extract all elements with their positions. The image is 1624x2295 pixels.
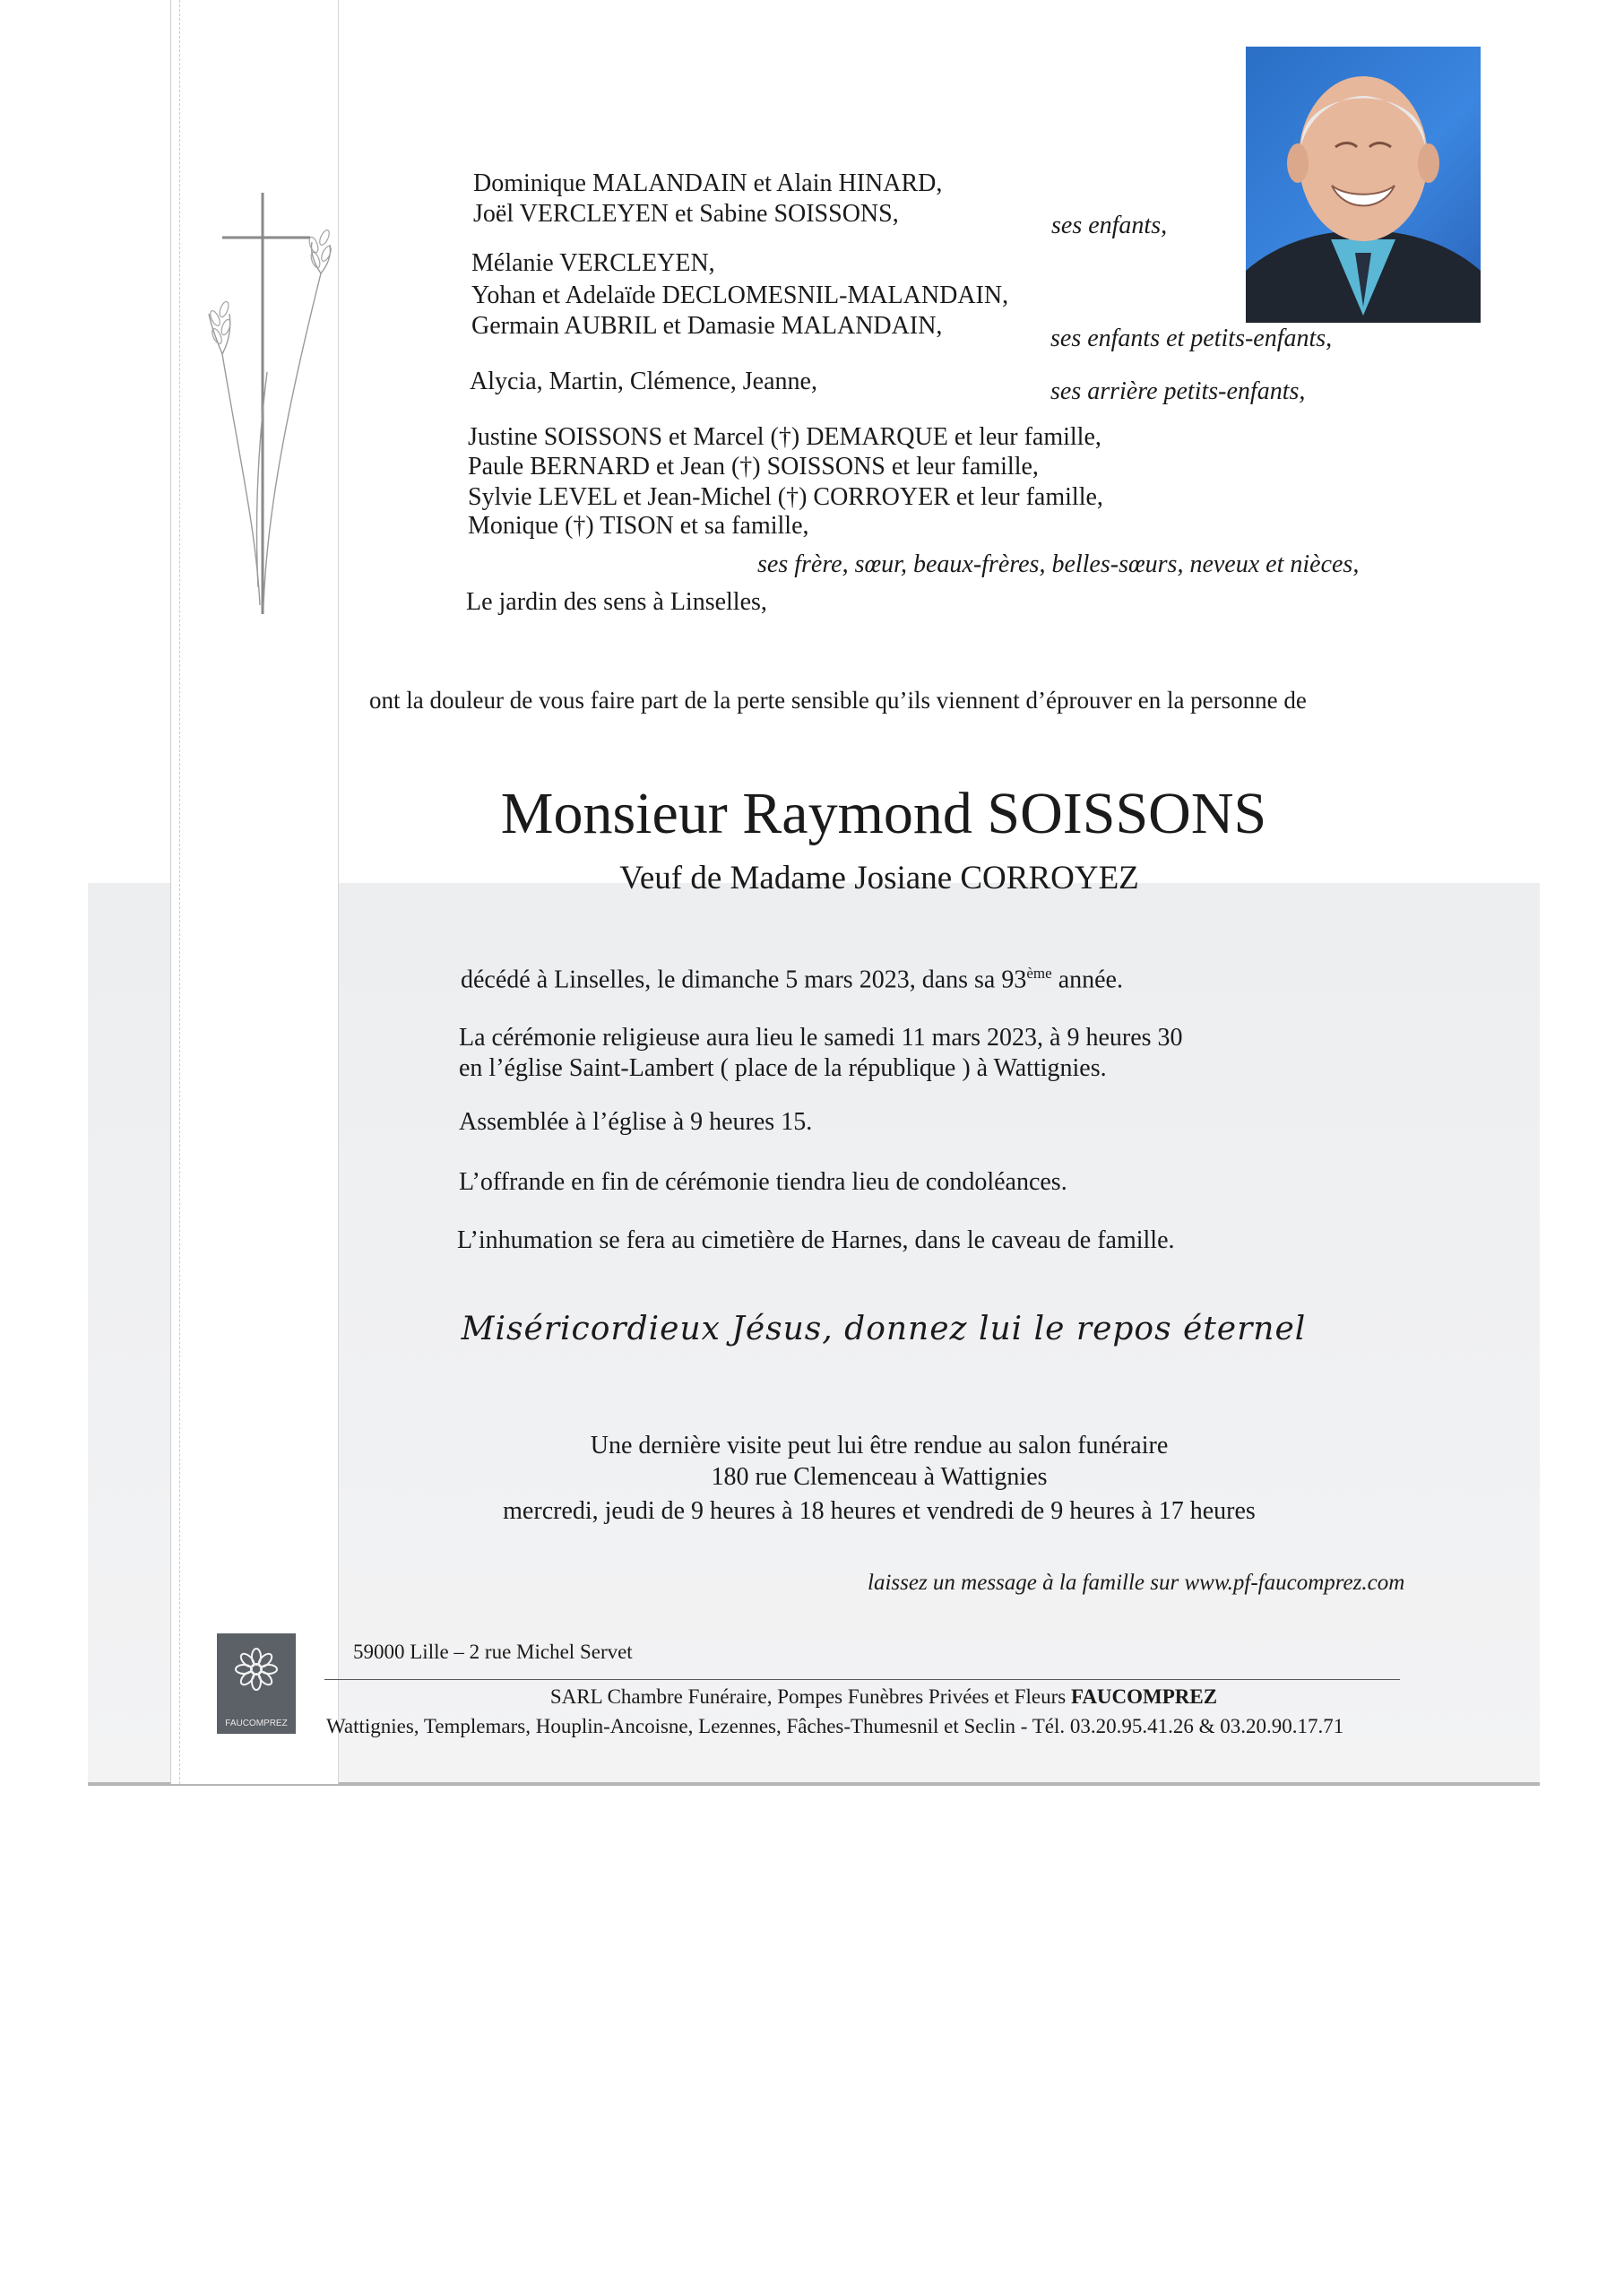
family-line: Justine SOISSONS et Marcel (†) DEMARQUE et leur famille, [468, 423, 1101, 451]
ceremony-location: en l’église Saint-Lambert ( place de la république ) à Wattignies. [459, 1054, 1107, 1082]
family-line: Germain AUBRIL et Damasie MALANDAIN, [471, 312, 943, 340]
ceremony-line: La cérémonie religieuse aura lieu le samedi 11 mars 2023, à 9 heures 30 [459, 1024, 1183, 1052]
assembly-line: Assemblée à l’église à 9 heures 15. [459, 1108, 813, 1136]
widower-line: Veuf de Madame Josiane CORROYEZ [619, 860, 1139, 896]
relation-label: ses frère, sœur, beaux-frères, belles-sœurs, neveux et nièces, [757, 550, 1360, 578]
relation-label: ses enfants et petits-enfants, [1050, 325, 1333, 352]
message-link[interactable]: laissez un message à la famille sur www.pf-faucomprez.com [868, 1571, 1405, 1595]
death-text: décédé à Linselles, le dimanche 5 mars 2023, dans sa 93 [461, 966, 1027, 994]
family-line: Alycia, Martin, Clémence, Jeanne, [470, 368, 817, 395]
logo-wordmark: FAUCOMPREZ [225, 1719, 288, 1728]
family-line: Joël VERCLEYEN et Sabine SOISSONS, [473, 200, 899, 228]
family-line: Yohan et Adelaïde DECLOMESNIL-MALANDAIN, [471, 281, 1009, 309]
footer-locations: Wattignies, Templemars, Houplin-Ancoisne, Lezennes, Fâches-Thumesnil et Seclin - Tél. 03.20.95.41.26 & 03.20.90.17.71 [326, 1715, 1344, 1737]
offering-line: L’offrande en fin de cérémonie tiendra lieu de condoléances. [459, 1168, 1067, 1196]
death-details [461, 965, 1123, 994]
family-line: Sylvie LEVEL et Jean-Michel (†) CORROYER et leur famille, [468, 483, 1103, 511]
family-line: Paule BERNARD et Jean (†) SOISSONS et leur famille, [468, 453, 1039, 481]
footer-divider [324, 1679, 1400, 1680]
family-line: Dominique MALANDAIN et Alain HINARD, [473, 169, 943, 197]
company-name: FAUCOMPREZ [1070, 1685, 1218, 1708]
announcement-text: ont la douleur de vous faire part de la perte sensible qu’ils viennent d’éprouver en la personne de [369, 687, 1307, 714]
footer-company [0, 1685, 1624, 1709]
family-line: Mélanie VERCLEYEN, [471, 249, 715, 277]
ordinal-suffix: ème [1026, 965, 1052, 982]
relation-label: ses arrière petits-enfants, [1050, 377, 1306, 405]
footer-address: 59000 Lille – 2 rue Michel Servet [353, 1641, 633, 1663]
relation-label: ses enfants, [1051, 212, 1168, 239]
cross-wheat-icon [204, 193, 339, 614]
family-line: Monique (†) TISON et sa famille, [468, 512, 809, 540]
visit-address: 180 rue Clemenceau à Wattignies [711, 1463, 1048, 1491]
portrait-photo [1246, 47, 1481, 323]
prayer-text: Miséricordieux Jésus, donnez lui le repos éternel [461, 1311, 1307, 1347]
deceased-name: Monsieur Raymond SOISSONS [500, 781, 1267, 846]
company-logo [217, 1633, 296, 1734]
death-text-end: année. [1051, 966, 1123, 994]
company-description: SARL Chambre Funéraire, Pompes Funèbres Privées et Fleurs [549, 1685, 1071, 1708]
burial-line: L’inhumation se fera au cimetière de Harnes, dans le caveau de famille. [457, 1226, 1175, 1254]
visit-line: Une dernière visite peut lui être rendue au salon funéraire [590, 1432, 1169, 1459]
visit-hours: mercredi, jeudi de 9 heures à 18 heures et vendredi de 9 heures à 17 heures [503, 1497, 1256, 1525]
family-line: Le jardin des sens à Linselles, [466, 588, 767, 616]
